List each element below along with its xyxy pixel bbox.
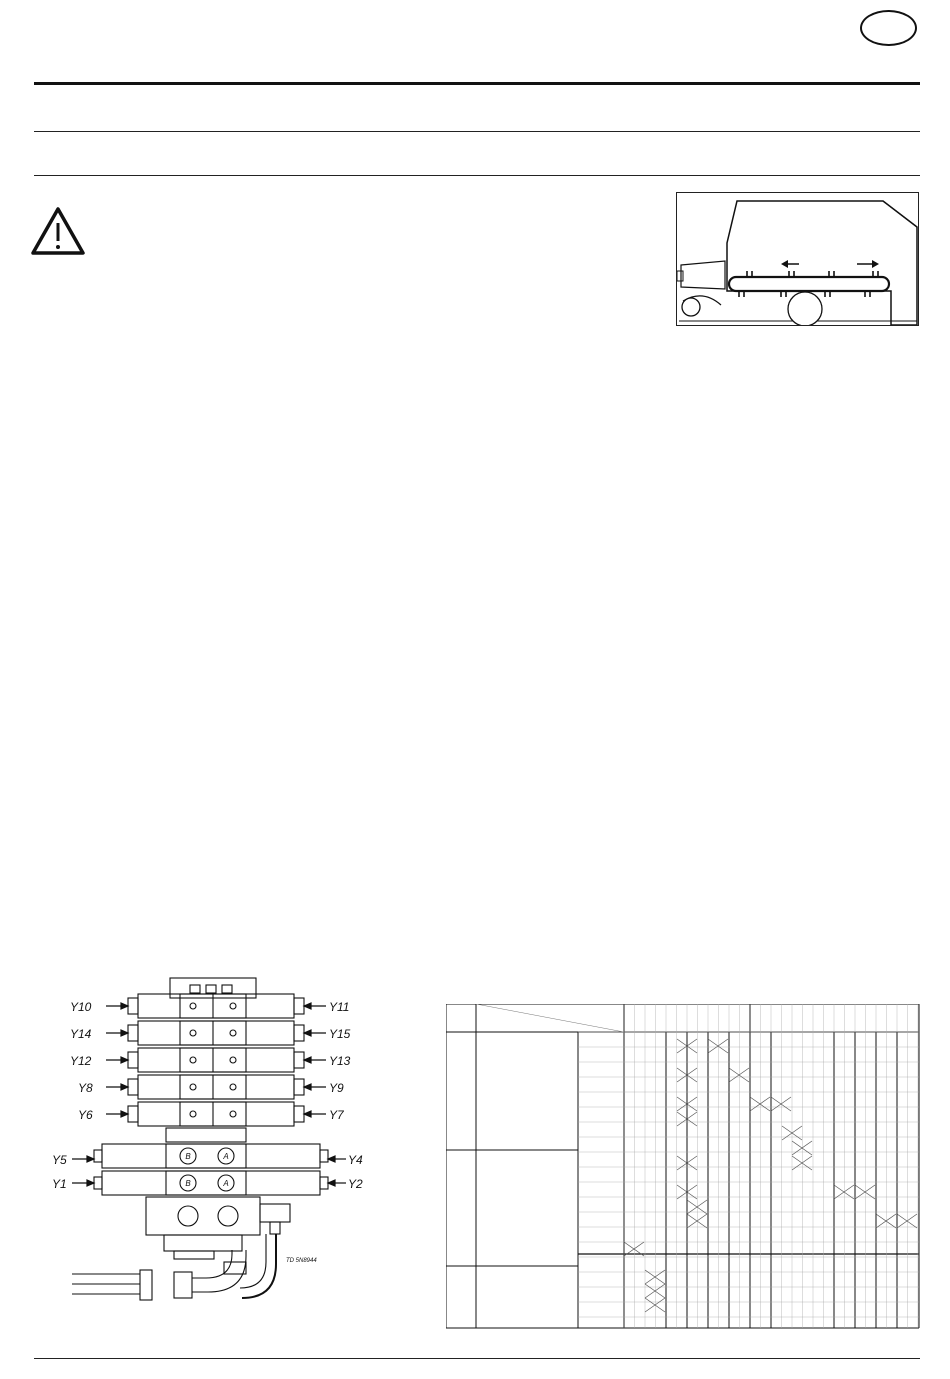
solenoid-matrix-table [446,1004,921,1330]
valve-label-left: Y5 [52,1153,67,1167]
valve-label-right: Y7 [329,1108,344,1122]
valve-label-right: Y2 [348,1177,363,1191]
valve-label-left: Y8 [78,1081,93,1095]
valve-label-left: Y10 [70,1000,92,1014]
valve-block-drawing [40,972,380,1312]
port-label: A [223,1152,229,1161]
valve-label-right: Y4 [348,1153,363,1167]
port-label: B [185,1152,191,1161]
valve-label-right: Y15 [329,1027,351,1041]
valve-label-left: Y12 [70,1054,92,1068]
section-rule-thin [34,175,920,176]
port-label: A [223,1179,229,1188]
valve-label-left: Y1 [52,1177,67,1191]
footer-rule [34,1358,920,1359]
table-gridline [476,1004,624,1032]
drawing-code: TD 5N8944 [286,1258,317,1264]
language-badge [860,10,917,46]
valve-label-right: Y9 [329,1081,344,1095]
conveyor-illustration [676,192,919,326]
valve-label-left: Y6 [78,1108,93,1122]
port-label: B [185,1179,191,1188]
header-rule-thick [34,82,920,85]
header-rule-thin [34,131,920,132]
valve-label-right: Y13 [329,1054,351,1068]
valve-label-left: Y14 [70,1027,92,1041]
valve-label-right: Y11 [329,1000,350,1014]
warning-triangle-icon [30,206,86,256]
